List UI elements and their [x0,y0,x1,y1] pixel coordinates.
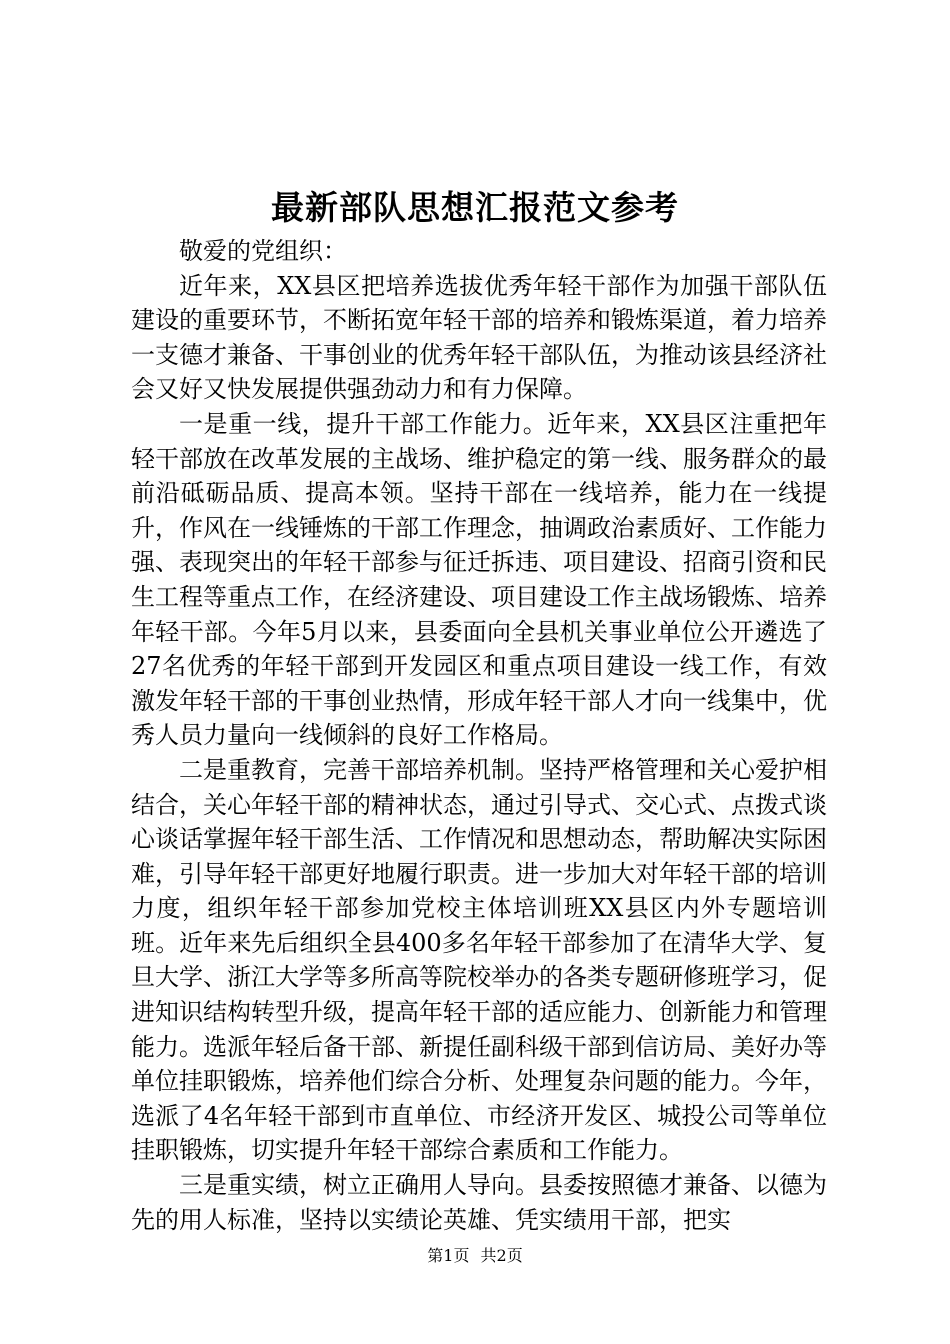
document-body [131,234,827,1237]
paragraph-intro: 近年来，XX县区把培养选拔优秀年轻干部作为加强干部队伍建设的重要环节，不断拓宽年轻干部的培养和锻炼渠道，着力培养一支德才兼备、干事创业的优秀年轻干部队伍，为推动该县经济社会又好又快发展提供强劲动力和有力保障。 [131,271,827,404]
paragraph-second-point: 二是重教育，完善干部培养机制。坚持严格管理和关心爱护相结合，关心年轻干部的精神状态，通过引导式、交心式、点拨式谈心谈话掌握年轻干部生活、工作情况和思想动态，帮助解决实际困难，引导年轻干部更好地履行职责。进一步加大对年轻干部的培训力度，组织年轻干部参加党校主体培训班XX县区内外专题培训班。近年来先后组织全县400多名年轻干部参加了在清华大学、复旦大学、浙江大学等多所高等院校举办的各类专题研修班学习，促进知识结构转型升级，提高年轻干部的适应能力、创新能力和管理能力。选派年轻后备干部、新提任副科级干部到信访局、美好办等单位挂职锻炼，培养他们综合分析、处理复杂问题的能力。今年，选派了4名年轻干部到市直单位、市经济开发区、城投公司等单位挂职锻炼，切实提升年轻干部综合素质和工作能力。 [131,755,827,1165]
salutation: 敬爱的党组织： [179,237,347,265]
paragraph-first-point: 一是重一线，提升干部工作能力。近年来，XX县区注重把年轻干部放在改革发展的主战场、维护稳定的第一线、服务群众的最前沿砥砺品质、提高本领。坚持干部在一线培养，能力在一线提升，作风在一线锤炼的干部工作理念，抽调政治素质好、工作能力强、表现突出的年轻干部参与征迁拆违、项目建设、招商引资和民生工程等重点工作，在经济建设、项目建设工作主战场锻炼、培养年轻干部。今年5月以来，县委面向全县机关事业单位公开遴选了27名优秀的年轻干部到开发园区和重点项目建设一线工作，有效激发年轻干部的干事创业热情，形成年轻干部人才向一线集中，优秀人员力量向一线倾斜的良好工作格局。 [131,409,827,750]
page-number: 第1页 [427,1246,470,1265]
paragraph-third-point: 三是重实绩，树立正确用人导向。县委按照德才兼备、以德为先的用人标准，坚持以实绩论英雄、凭实绩用干部，把实 [131,1171,827,1234]
document-title: 最新部队思想汇报范文参考 [271,188,679,227]
page-footer [0,1245,950,1267]
page-total: 共2页 [480,1246,523,1265]
